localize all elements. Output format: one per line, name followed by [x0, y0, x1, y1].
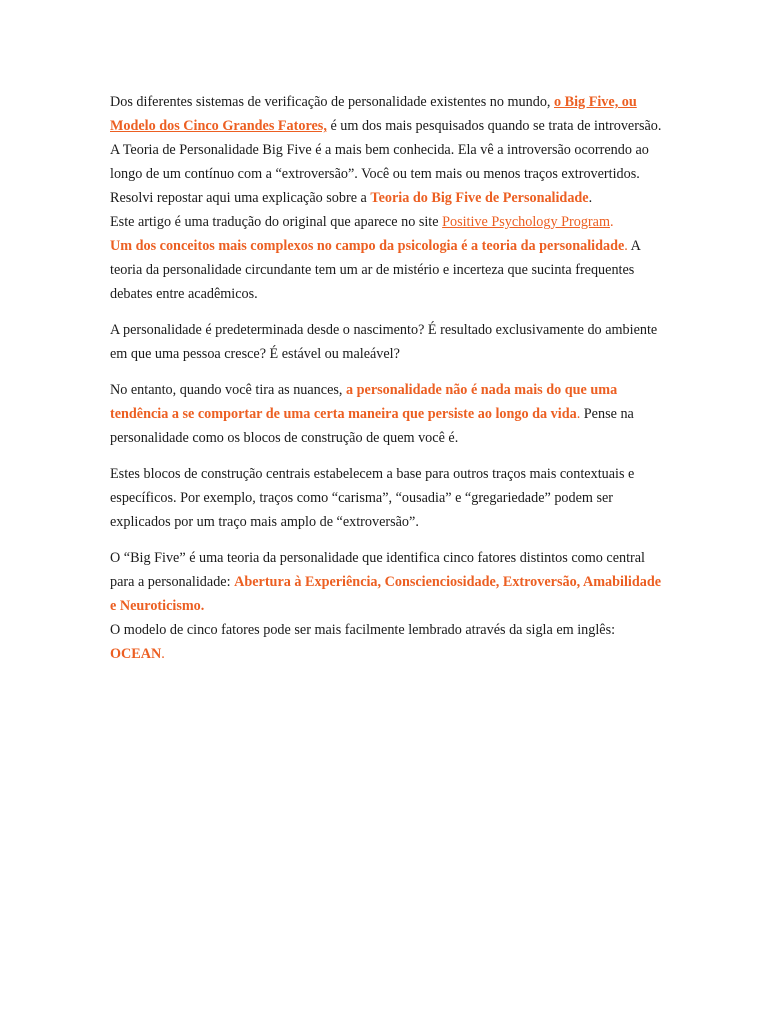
five-factors-paragraph [110, 546, 665, 618]
ocean-end: . [161, 646, 165, 662]
repost-lead: Resolvi repostar aqui uma explicação sobre a [110, 190, 371, 206]
questions-paragraph: A personalidade é predeterminada desde o nascimento? É resultado exclusivamente do ambiente em que uma pessoa cresce? É estável ou maleável? [110, 322, 658, 362]
repost-paragraph [110, 186, 665, 210]
intro-lead: Dos diferentes sistemas de verificação de personalidade existentes no mundo, [110, 94, 555, 110]
intro-rest: é um dos mais pesquisados quando se trata de introversão. A Teoria de Personalidade Big Five é a mais bem conhecida. Ela vê a introversão ocorrendo ao longo de um contínuo com a “extroversão”. Você ou tem mais ou menos traços extrovertidos. [110, 118, 662, 182]
spacer [110, 366, 665, 378]
nuances-dot: . [576, 406, 581, 422]
complex-concept-rest: A teoria da personalidade circundante tem um ar de mistério e incerteza que sucinta frequentes debates entre acadêmicos. [110, 238, 641, 302]
source-end: . [609, 214, 614, 230]
nuances-rest: Pense na personalidade como os blocos de construção de quem você é. [110, 406, 634, 446]
nuances-paragraph [110, 378, 665, 450]
five-factors-highlight: Abertura à Experiência, Conscienciosidade, Extroversão, Amabilidade e Neuroticismo. [110, 574, 662, 614]
building-blocks-paragraph: Estes blocos de construção centrais estabelecem a base para outros traços mais contextuais e específicos. Por exemplo, traços como “carisma”, “ousadia” e “gregariedade” podem ser explicados por um traço mais amplo de “extroversão”. [110, 466, 635, 530]
spacer [110, 534, 665, 546]
ocean-paragraph [110, 618, 665, 666]
article-body [110, 90, 665, 666]
complex-concept-highlight: Um dos conceitos mais complexos no campo da psicologia é a teoria da personalidade [110, 238, 625, 254]
spacer [110, 450, 665, 462]
spacer [110, 306, 665, 318]
complex-concept-paragraph [110, 234, 665, 306]
nuances-lead: No entanto, quando você tira as nuances, [110, 382, 346, 398]
source-lead: Este artigo é uma tradução do original que aparece no site [110, 214, 443, 230]
big-five-theory-highlight: Teoria do Big Five de Personalidade [370, 190, 589, 206]
source-paragraph [110, 210, 665, 234]
complex-concept-dot: . [624, 238, 628, 254]
repost-end: . [588, 190, 593, 206]
positive-psychology-link[interactable]: Positive Psychology Program [442, 214, 610, 230]
ocean-highlight: OCEAN [110, 646, 162, 662]
personality-definition-highlight: a personalidade não é nada mais do que uma tendência a se comportar de uma certa maneira que persiste ao longo da vida [110, 382, 618, 422]
big-five-link[interactable]: o Big Five, ou Modelo dos Cinco Grandes Fatores, [110, 94, 637, 134]
intro-paragraph [110, 90, 665, 186]
five-factors-lead: O “Big Five” é uma teoria da personalidade que identifica cinco fatores distintos como central para a personalidade: [110, 550, 645, 590]
ocean-lead: O modelo de cinco fatores pode ser mais facilmente lembrado através da sigla em inglês: [110, 622, 616, 638]
